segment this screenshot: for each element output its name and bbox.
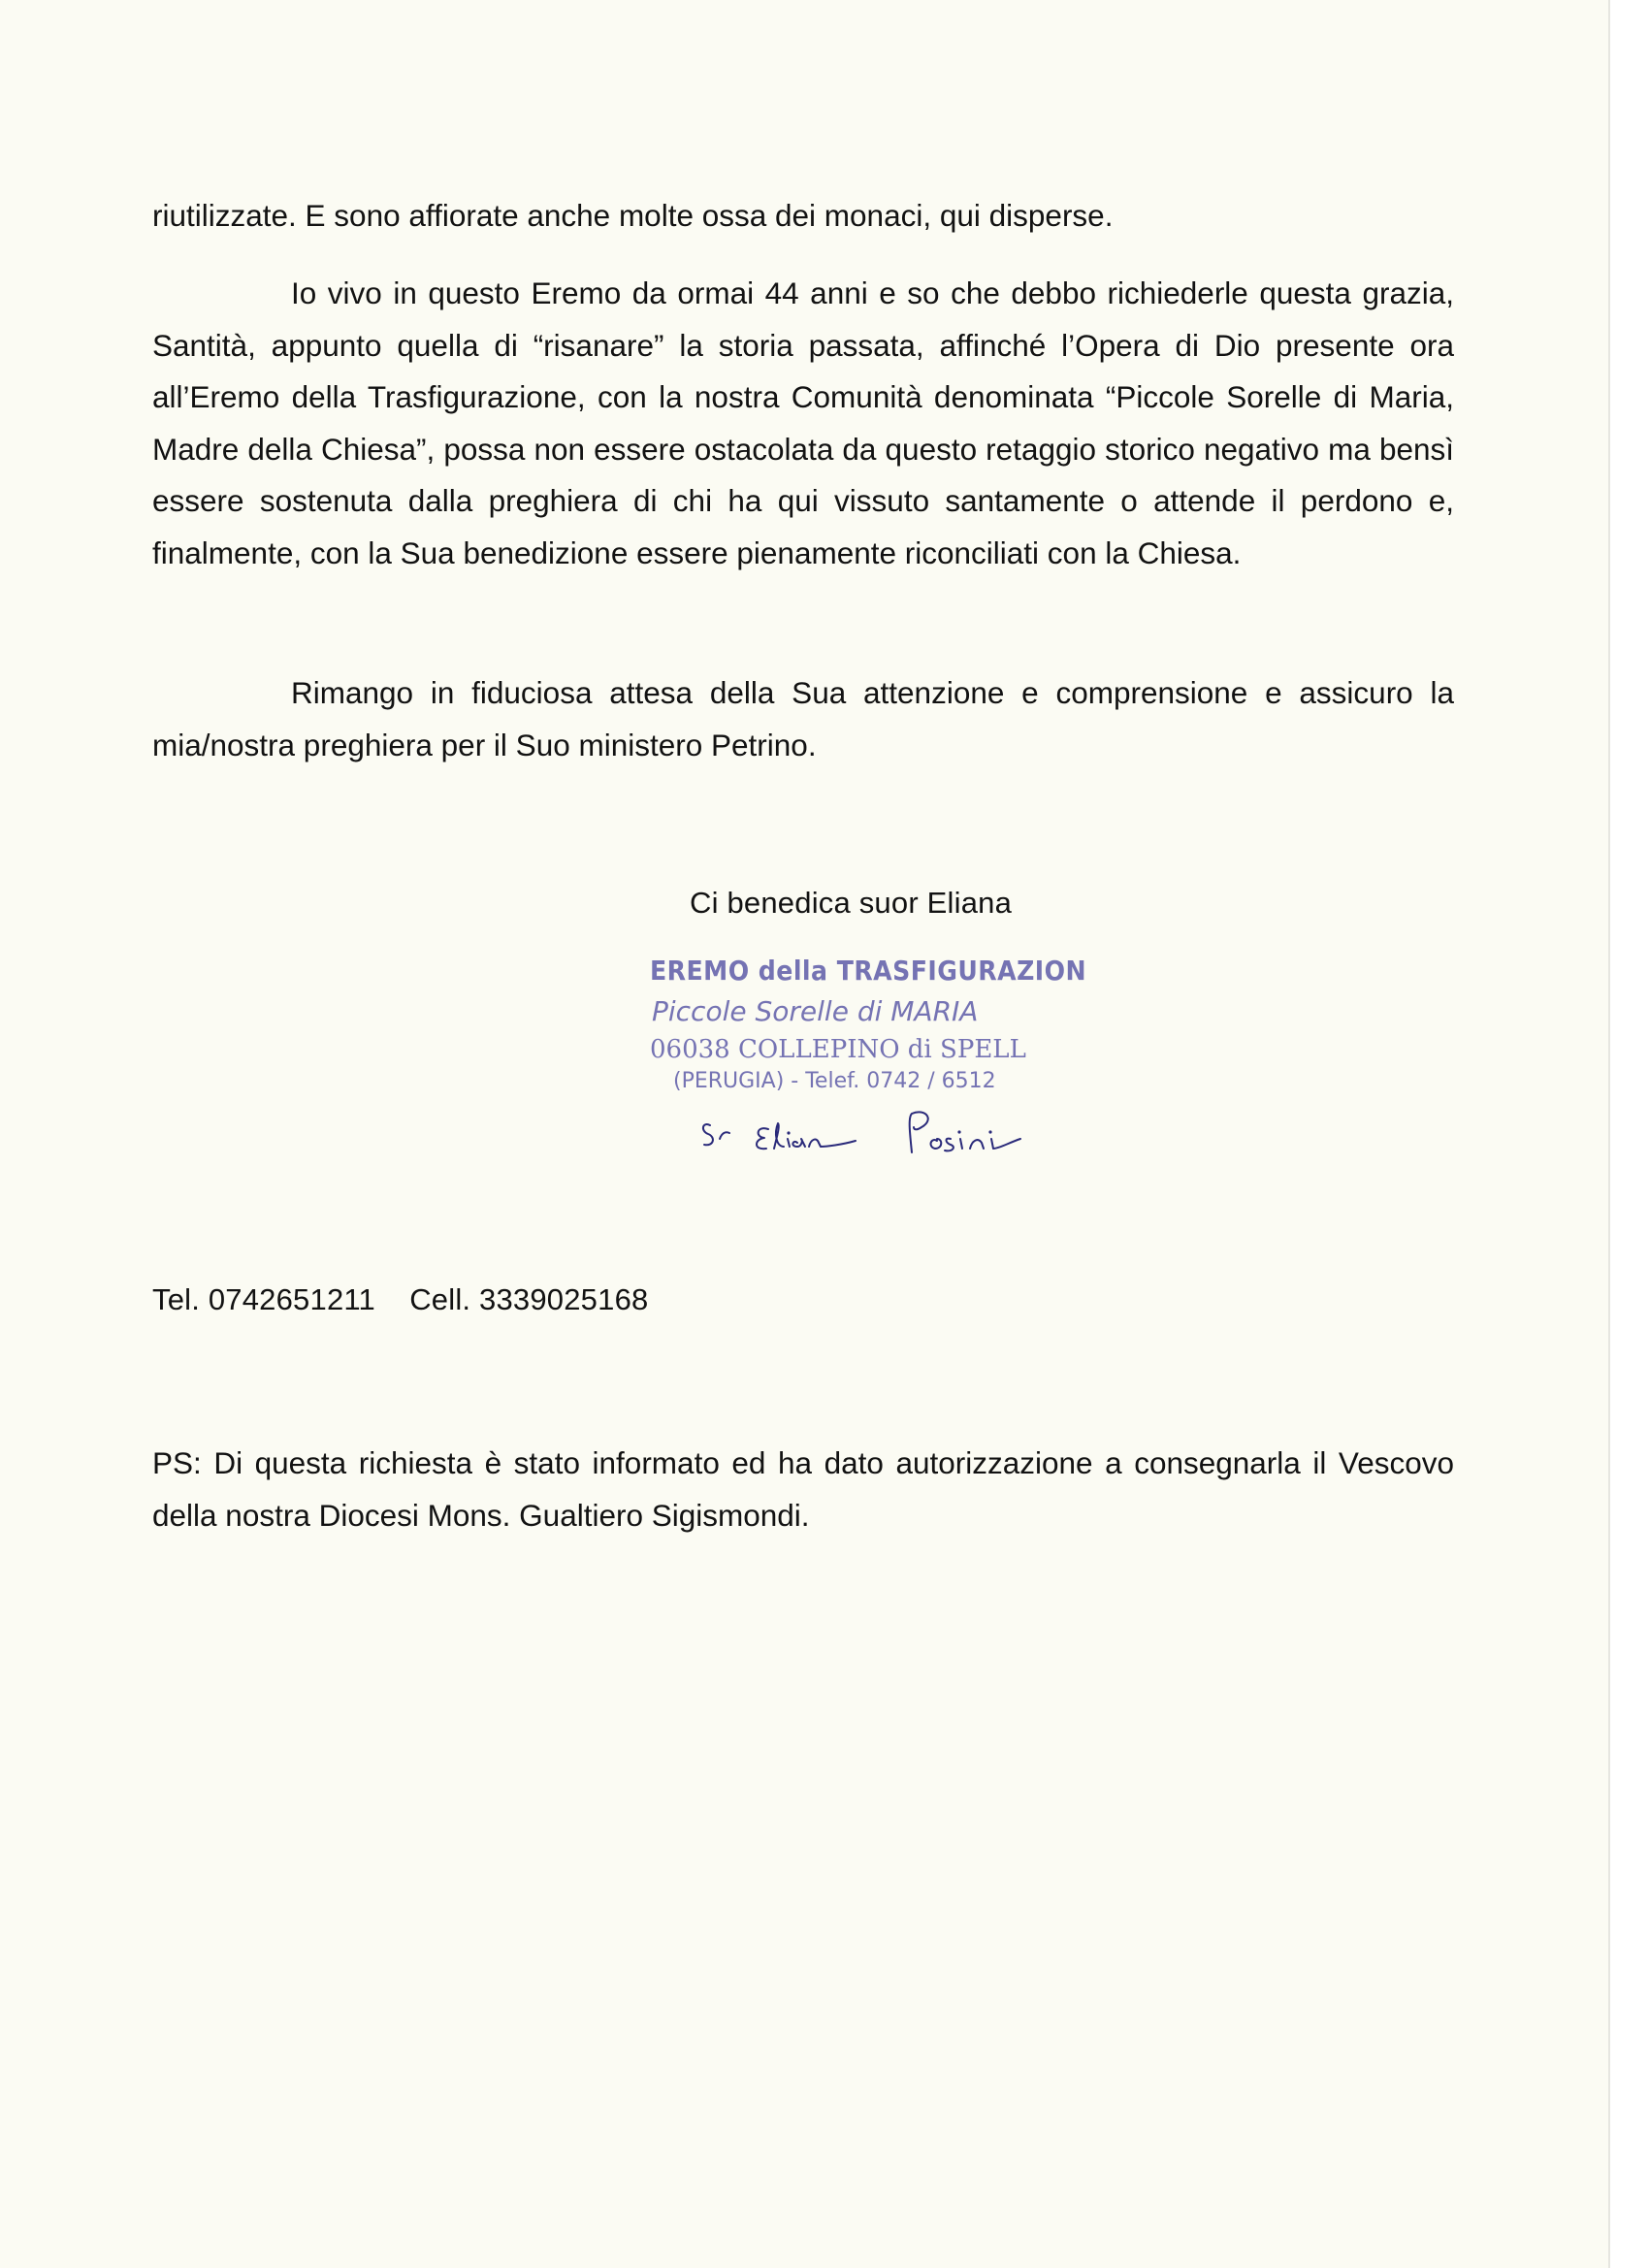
- stamp-line-2: Piccole Sorelle di MARIA: [652, 995, 979, 1027]
- stamp-line-3: 06038 COLLEPINO di SPELL: [650, 1035, 1026, 1064]
- postscript: PS: Di questa richiesta è stato informato ed ha dato autorizzazione a consegnarla il Vescovo della nostra Diocesi Mons. Gualtiero Sigismondi.: [152, 1445, 1454, 1533]
- scan-margin: [1608, 0, 1649, 2268]
- contact-numbers: Tel. 0742651211 Cell. 3339025168: [152, 1282, 649, 1316]
- paragraph-request: Io vivo in questo Eremo da ormai 44 anni e so che debbo richiederle questa grazia, Santità, appunto quella di “risanare” la storia passata, affinché l’Opera di Dio presente ora all’Eremo della Trasfigurazione, con la nostra Comunità denominata “Piccole Sorelle di Maria, Madre della Chiesa”, possa non essere ostacolata da questo retaggio storico negativo ma bensì essere sostenuta dalla preghiera di chi ha qui vissuto santamente o attende il perdono e, finalmente, con la Sua benedizione essere pienamente riconciliati con la Chiesa.: [152, 275, 1454, 570]
- paragraph-closing-remarks: Rimango in fiduciosa attesa della Sua attenzione e comprensione e assicuro la mia/nostra preghiera per il Suo ministero Petrino.: [152, 675, 1454, 762]
- community-stamp: [640, 955, 1096, 1100]
- stamp-line-4: (PERUGIA) - Telef. 0742 / 6512: [673, 1069, 996, 1093]
- closing-blessing: Ci benedica suor Eliana: [690, 886, 1013, 920]
- handwritten-signature: [696, 1104, 1036, 1162]
- stamp-line-1: EREMO della TRASFIGURAZION: [650, 955, 1087, 987]
- paragraph-continuation: riutilizzate. E sono affiorate anche molte ossa dei monaci, qui disperse.: [152, 198, 1114, 233]
